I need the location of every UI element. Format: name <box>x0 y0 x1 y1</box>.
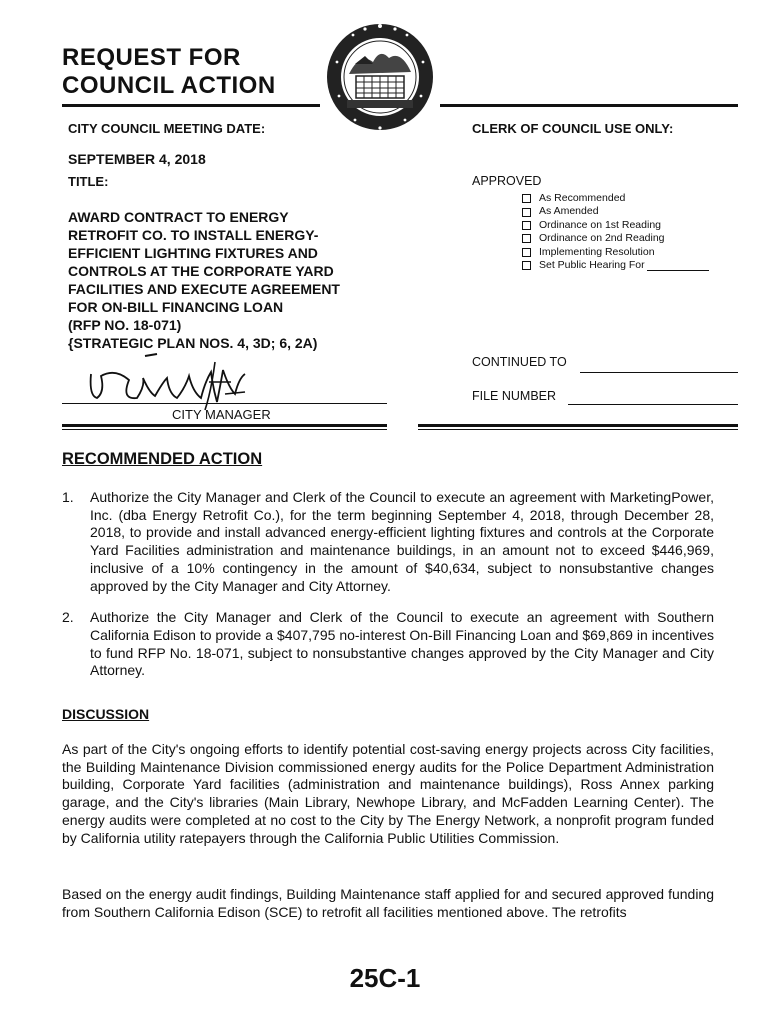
title-line: {STRATEGIC PLAN NOS. 4, 3D; 6, 2A) <box>68 335 318 351</box>
approved-label: APPROVED <box>472 174 542 188</box>
hearing-date-blank[interactable] <box>647 260 709 271</box>
title-label: TITLE: <box>68 174 109 189</box>
document-title <box>62 44 276 100</box>
meeting-date: SEPTEMBER 4, 2018 <box>68 151 206 167</box>
item-number: 1. <box>62 489 74 505</box>
document-title-line-2: COUNCIL ACTION <box>62 72 276 99</box>
clerk-use-label: CLERK OF COUNCIL USE ONLY: <box>472 121 674 136</box>
title-line: CONTROLS AT THE CORPORATE YARD <box>68 263 334 279</box>
city-seal-graphic <box>325 22 435 132</box>
document-title-line-1: REQUEST FOR <box>62 44 241 71</box>
city-seal <box>325 22 435 132</box>
discussion-heading: DISCUSSION <box>62 706 150 722</box>
item-number: 2. <box>62 609 74 626</box>
option-as-recommended[interactable]: As Recommended <box>522 192 709 205</box>
checkbox[interactable] <box>522 248 531 257</box>
discussion-paragraph-1: As part of the City's ongoing efforts to identify potential cost-saving energy projects across City facilities, the Building Maintenance Division commissioned energy audits for the Police Department Administration building, Corporate Yard facilities (administration and maintenance buildings), Ross Annex parking garage, and the City's libraries (Main Library, Newhope Library, and McFadden Learning Center). The energy audits were completed at no cost to the City by The Energy Network, a nonprofit program funded by California utility ratepayers through the California Public Utilities Commission. <box>62 741 714 846</box>
file-number-label: FILE NUMBER <box>472 389 557 403</box>
checkbox[interactable] <box>522 208 531 217</box>
checkbox[interactable] <box>522 261 531 270</box>
approval-options <box>522 192 709 272</box>
section-rule-left-thin <box>62 429 387 430</box>
page-number: 25C-1 <box>349 963 421 993</box>
city-manager-label: CITY MANAGER <box>172 407 271 422</box>
signature-line <box>62 403 387 404</box>
title-line: AWARD CONTRACT TO ENERGY <box>68 209 289 225</box>
checkbox[interactable] <box>522 194 531 203</box>
checkbox[interactable] <box>522 234 531 243</box>
checkbox[interactable] <box>522 221 531 230</box>
continued-to-label: CONTINUED TO <box>472 355 567 369</box>
option-ordinance-1st-reading[interactable]: Ordinance on 1st Reading <box>522 219 709 232</box>
section-rule-left <box>62 424 387 427</box>
header-rule-right <box>440 104 738 107</box>
meeting-date-label: CITY COUNCIL MEETING DATE: <box>68 121 266 136</box>
file-number-blank[interactable] <box>568 404 738 405</box>
item-text: Authorize the City Manager and Clerk of the Council to execute an agreement with MarketingPower, Inc. (dba Energy Retrofit Co.), for the term beginning September 4, 2018, through December 28, 2018, to provide and install advanced energy-efficient lighting fixtures and controls at the Corporate Yard Facilities administration and maintenance buildings, in an amount not to exceed $446,969, inclusive of a 10% contingency in the amount of $40,634, subject to nonsubstantive changes approved by the City Manager and City Attorney. <box>90 489 714 594</box>
title-line: RETROFIT CO. TO INSTALL ENERGY- <box>68 227 319 243</box>
continued-to-blank[interactable] <box>580 372 738 373</box>
option-as-amended[interactable]: As Amended <box>522 205 709 218</box>
option-implementing-resolution[interactable]: Implementing Resolution <box>522 246 709 259</box>
agenda-item-title <box>68 208 340 352</box>
recommended-action-list <box>62 489 714 694</box>
title-line: FACILITIES AND EXECUTE AGREEMENT <box>68 281 340 297</box>
title-line: (RFP NO. 18-071) <box>68 317 182 333</box>
header-rule-left <box>62 104 320 107</box>
recommended-action-heading: RECOMMENDED ACTION <box>62 450 263 468</box>
title-line: FOR ON-BILL FINANCING LOAN <box>68 299 284 315</box>
item-text: Authorize the City Manager and Clerk of the Council to execute an agreement with Southern California Edison to provide a $407,795 no-interest On-Bill Financing Loan and $69,869 in incentives to fund RFP No. 18-071, subject to nonsubstantive changes approved by the City Manager and City Attorney. <box>90 609 714 679</box>
discussion-paragraph-2: Based on the energy audit findings, Building Maintenance staff applied for and secured approved funding from Southern California Edison (SCE) to retrofit all facilities mentioned above. The retrofits <box>62 886 714 920</box>
option-set-public-hearing[interactable]: Set Public Hearing For <box>522 259 709 272</box>
section-rule-right-thin <box>418 429 738 430</box>
title-line: EFFICIENT LIGHTING FIXTURES AND <box>68 245 318 261</box>
section-rule-right <box>418 424 738 427</box>
list-item <box>62 489 714 595</box>
option-ordinance-2nd-reading[interactable]: Ordinance on 2nd Reading <box>522 232 709 245</box>
list-item <box>62 609 714 680</box>
